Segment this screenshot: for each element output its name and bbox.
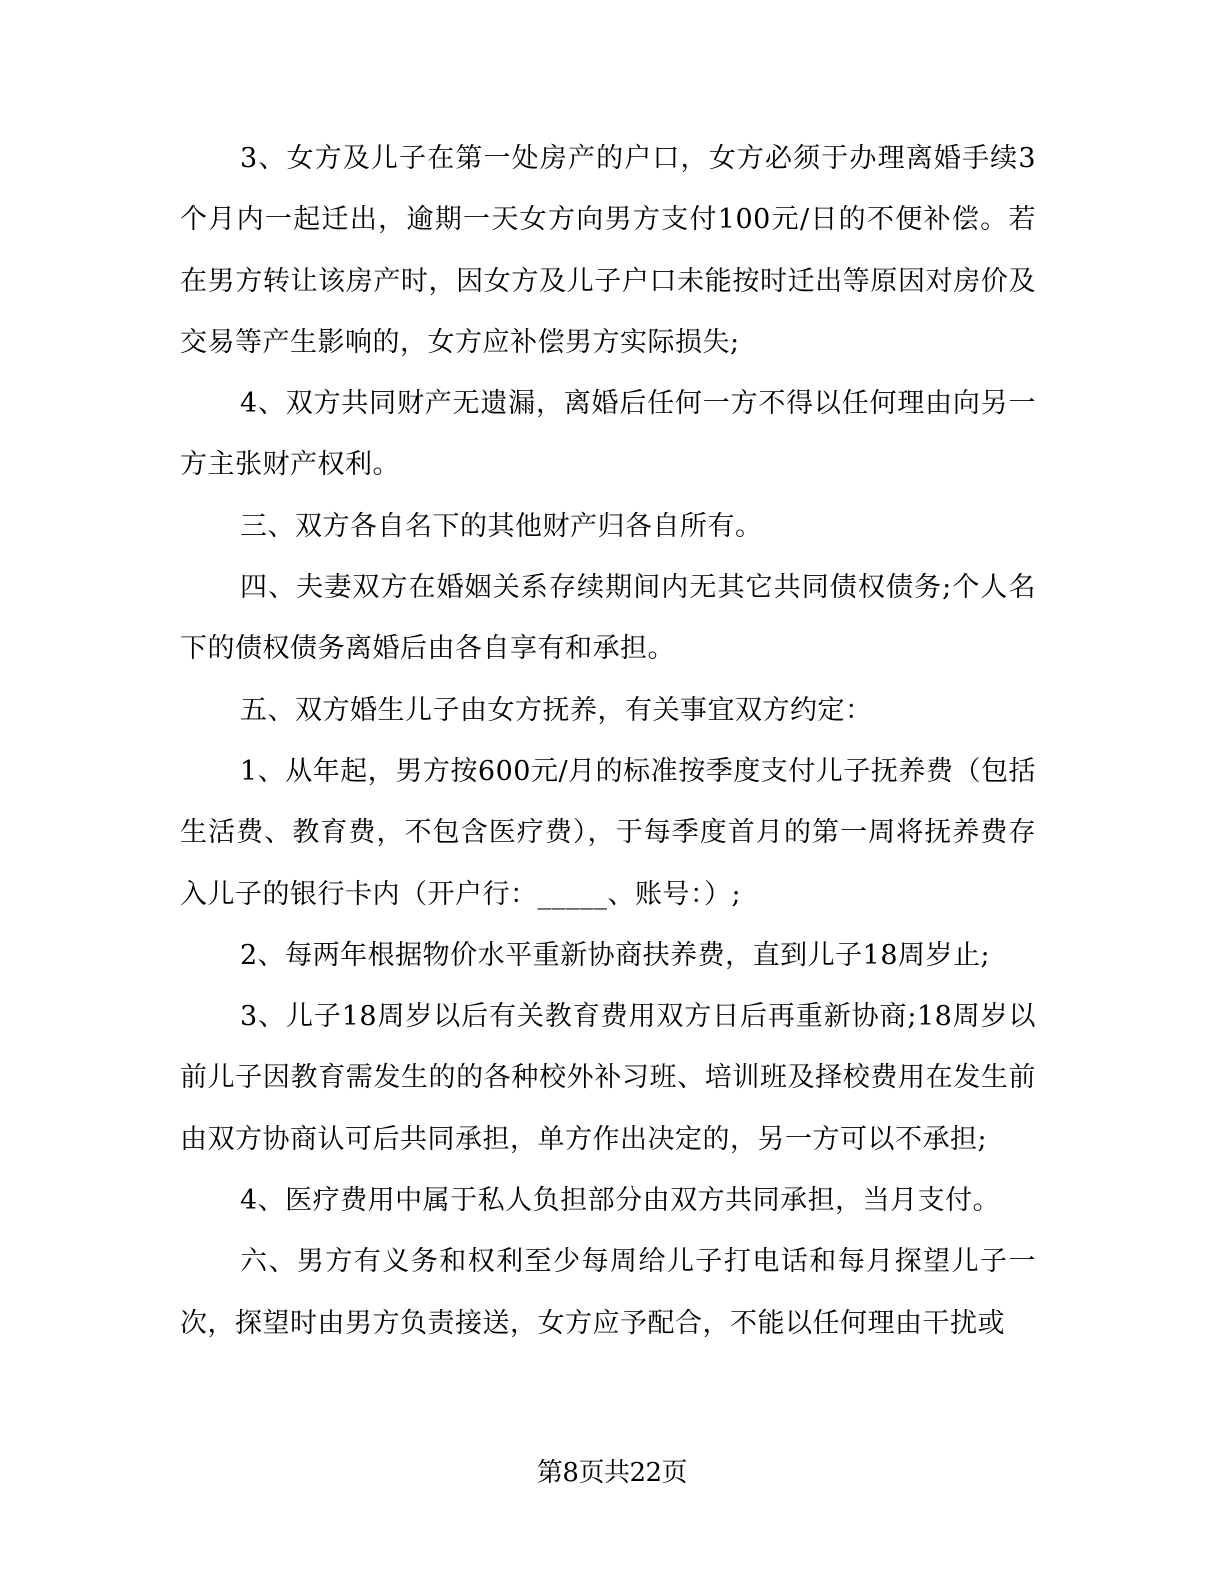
- paragraph-section-four: 四、夫妻双方在婚姻关系存续期间内无其它共同债权债务;个人名下的债权债务离婚后由各自享有和承担。: [180, 572, 1036, 665]
- paragraph-section-five: 五、双方婚生儿子由女方抚养，有关事宜双方约定：: [240, 694, 873, 726]
- paragraph-section-six: 六、男方有义务和权利至少每周给儿子打电话和每月探望儿子一次，探望时由男方负责接送，女方应予配合，不能以任何理由干扰或: [180, 1246, 1036, 1339]
- document-body: [180, 128, 1036, 1354]
- paragraph-medical-costs: 4、医疗费用中属于私人负担部分由双方共同承担，当月支付。: [240, 1185, 1001, 1217]
- paragraph-child-support: 1、从年起，男方按600元/月的标准按季度支付儿子抚养费（包括生活费、教育费，不包含医疗费），于每季度首月的第一周将抚养费存入儿子的银行卡内（开户行：_____、账号：）;: [180, 755, 1036, 910]
- paragraph-support-renegotiation: 2、每两年根据物价水平重新协商扶养费，直到儿子18周岁止;: [240, 939, 991, 971]
- paragraph-household-registration: 3、女方及儿子在第一处房产的户口，女方必须于办理离婚手续3个月内一起迁出，逾期一天女方向男方支付100元/日的不便补偿。若在男方转让该房产时，因女方及儿子户口未能按时迁出等原因对房价及交易等产生影响的，女方应补偿男方实际损失;: [180, 143, 1036, 358]
- paragraph-education-costs: 3、儿子18周岁以后有关教育费用双方日后再重新协商;18周岁以前儿子因教育需发生的的各种校外补习班、培训班及择校费用在发生前由双方协商认可后共同承担，单方作出决定的，另一方可以不承担;: [180, 1001, 1036, 1155]
- paragraph-common-property: 4、双方共同财产无遗漏，离婚后任何一方不得以任何理由向另一方主张财产权利。: [180, 388, 1036, 481]
- page-number-footer: 第8页共22页: [536, 1458, 688, 1488]
- paragraph-section-three: 三、双方各自名下的其他财产归各自所有。: [240, 510, 763, 542]
